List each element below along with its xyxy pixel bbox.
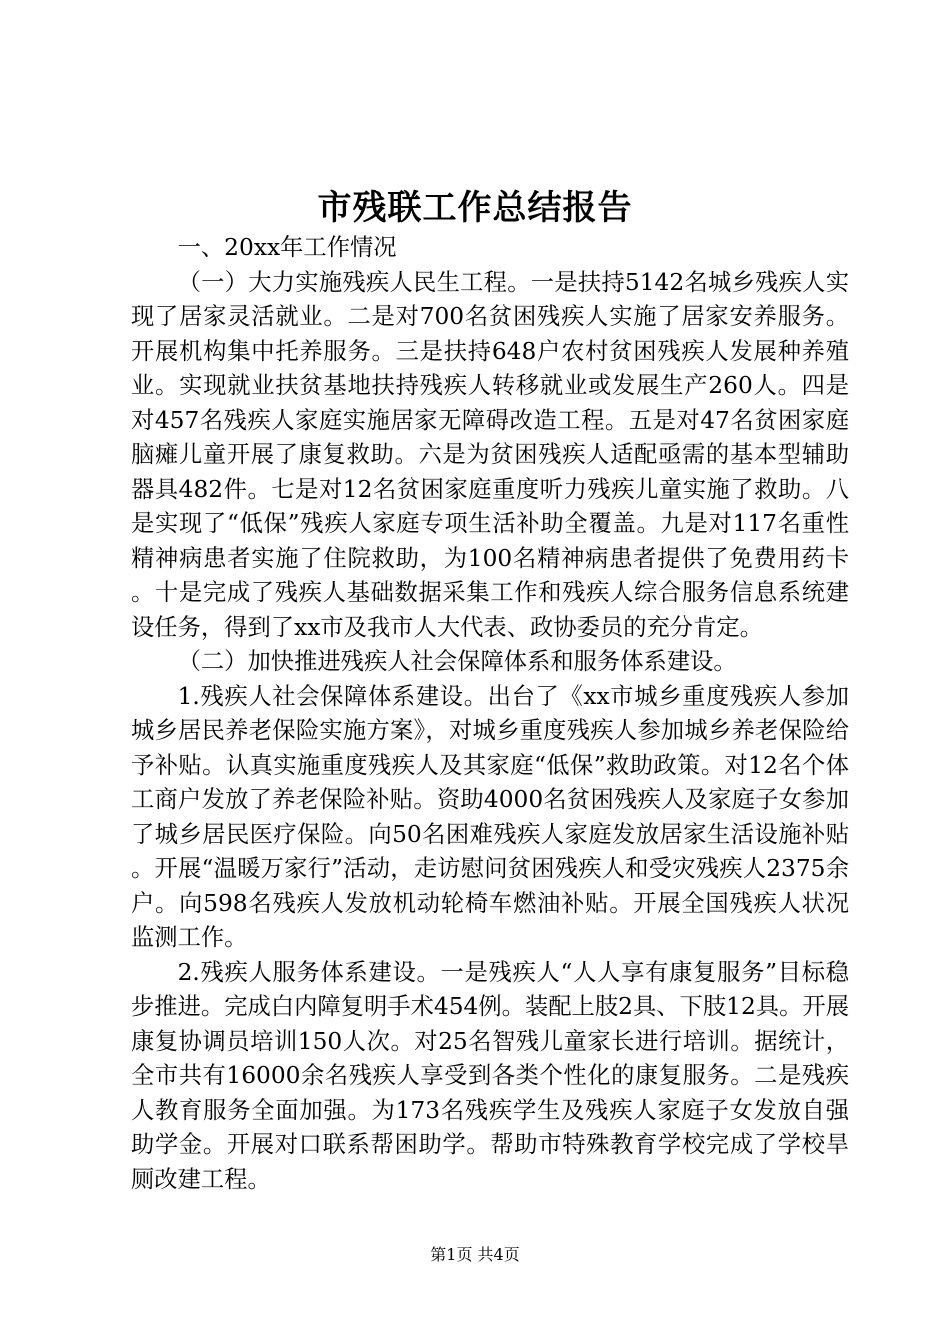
paragraph: （二）加快推进残疾人社会保障体系和服务体系建设。 <box>177 648 737 675</box>
page-footer: 第1页 共4页 <box>430 1245 520 1264</box>
document-title: 市残联工作总结报告 <box>317 188 633 228</box>
paragraph: 1.残疾人社会保障体系建设。出台了《xx市城乡重度残疾人参加城乡居民养老保险实施方案》，对城乡重度残疾人参加城乡养老保险给予补贴。认真实施重度残疾人及其家庭“低保”救助政策。对12名个体工商户发放了养老保险补贴。资助4000名贫困残疾人及家庭子女参加了城乡居民医疗保险。向50名困难残疾人家庭发放居家生活设施补贴。开展“温暖万家行”活动，走访慰问贫困残疾人和受灾残疾人2375余户。向598名残疾人发放机动轮椅车燃油补贴。开展全国残疾人状况监测工作。 <box>131 682 849 951</box>
paragraph: 2.残疾人服务体系建设。一是残疾人“人人享有康复服务”目标稳步推进。完成白内障复明手术454例。装配上肢2具、下肢12具。开展康复协调员培训150人次。对25名智残儿童家长进行培训。据统计，全市共有16000余名残疾人享受到各类个性化的康复服务。二是残疾人教育服务全面加强。为173名残疾学生及残疾人家庭子女发放自强助学金。开展对口联系帮困助学。帮助市特殊教育学校完成了学校旱厕改建工程。 <box>131 958 849 1193</box>
section-heading: 一、20xx年工作情况 <box>177 234 397 261</box>
document-body <box>131 231 849 1197</box>
paragraph: （一）大力实施残疾人民生工程。一是扶持5142名城乡残疾人实现了居家灵活就业。二是对700名贫困残疾人实施了居家安养服务。开展机构集中托养服务。三是扶持648户农村贫困残疾人发展种养殖业。实现就业扶贫基地扶持残疾人转移就业或发展生产260人。四是对457名残疾人家庭实施居家无障碍改造工程。五是对47名贫困家庭脑瘫儿童开展了康复救助。六是为贫困残疾人适配亟需的基本型辅助器具482件。七是对12名贫困家庭重度听力残疾儿童实施了救助。八是实现了“低保”残疾人家庭专项生活补助全覆盖。九是对117名重性精神病患者实施了住院救助，为100名精神病患者提供了免费用药卡。十是完成了残疾人基础数据采集工作和残疾人综合服务信息系统建设任务，得到了xx市及我市人大代表、政协委员的充分肯定。 <box>131 268 849 641</box>
